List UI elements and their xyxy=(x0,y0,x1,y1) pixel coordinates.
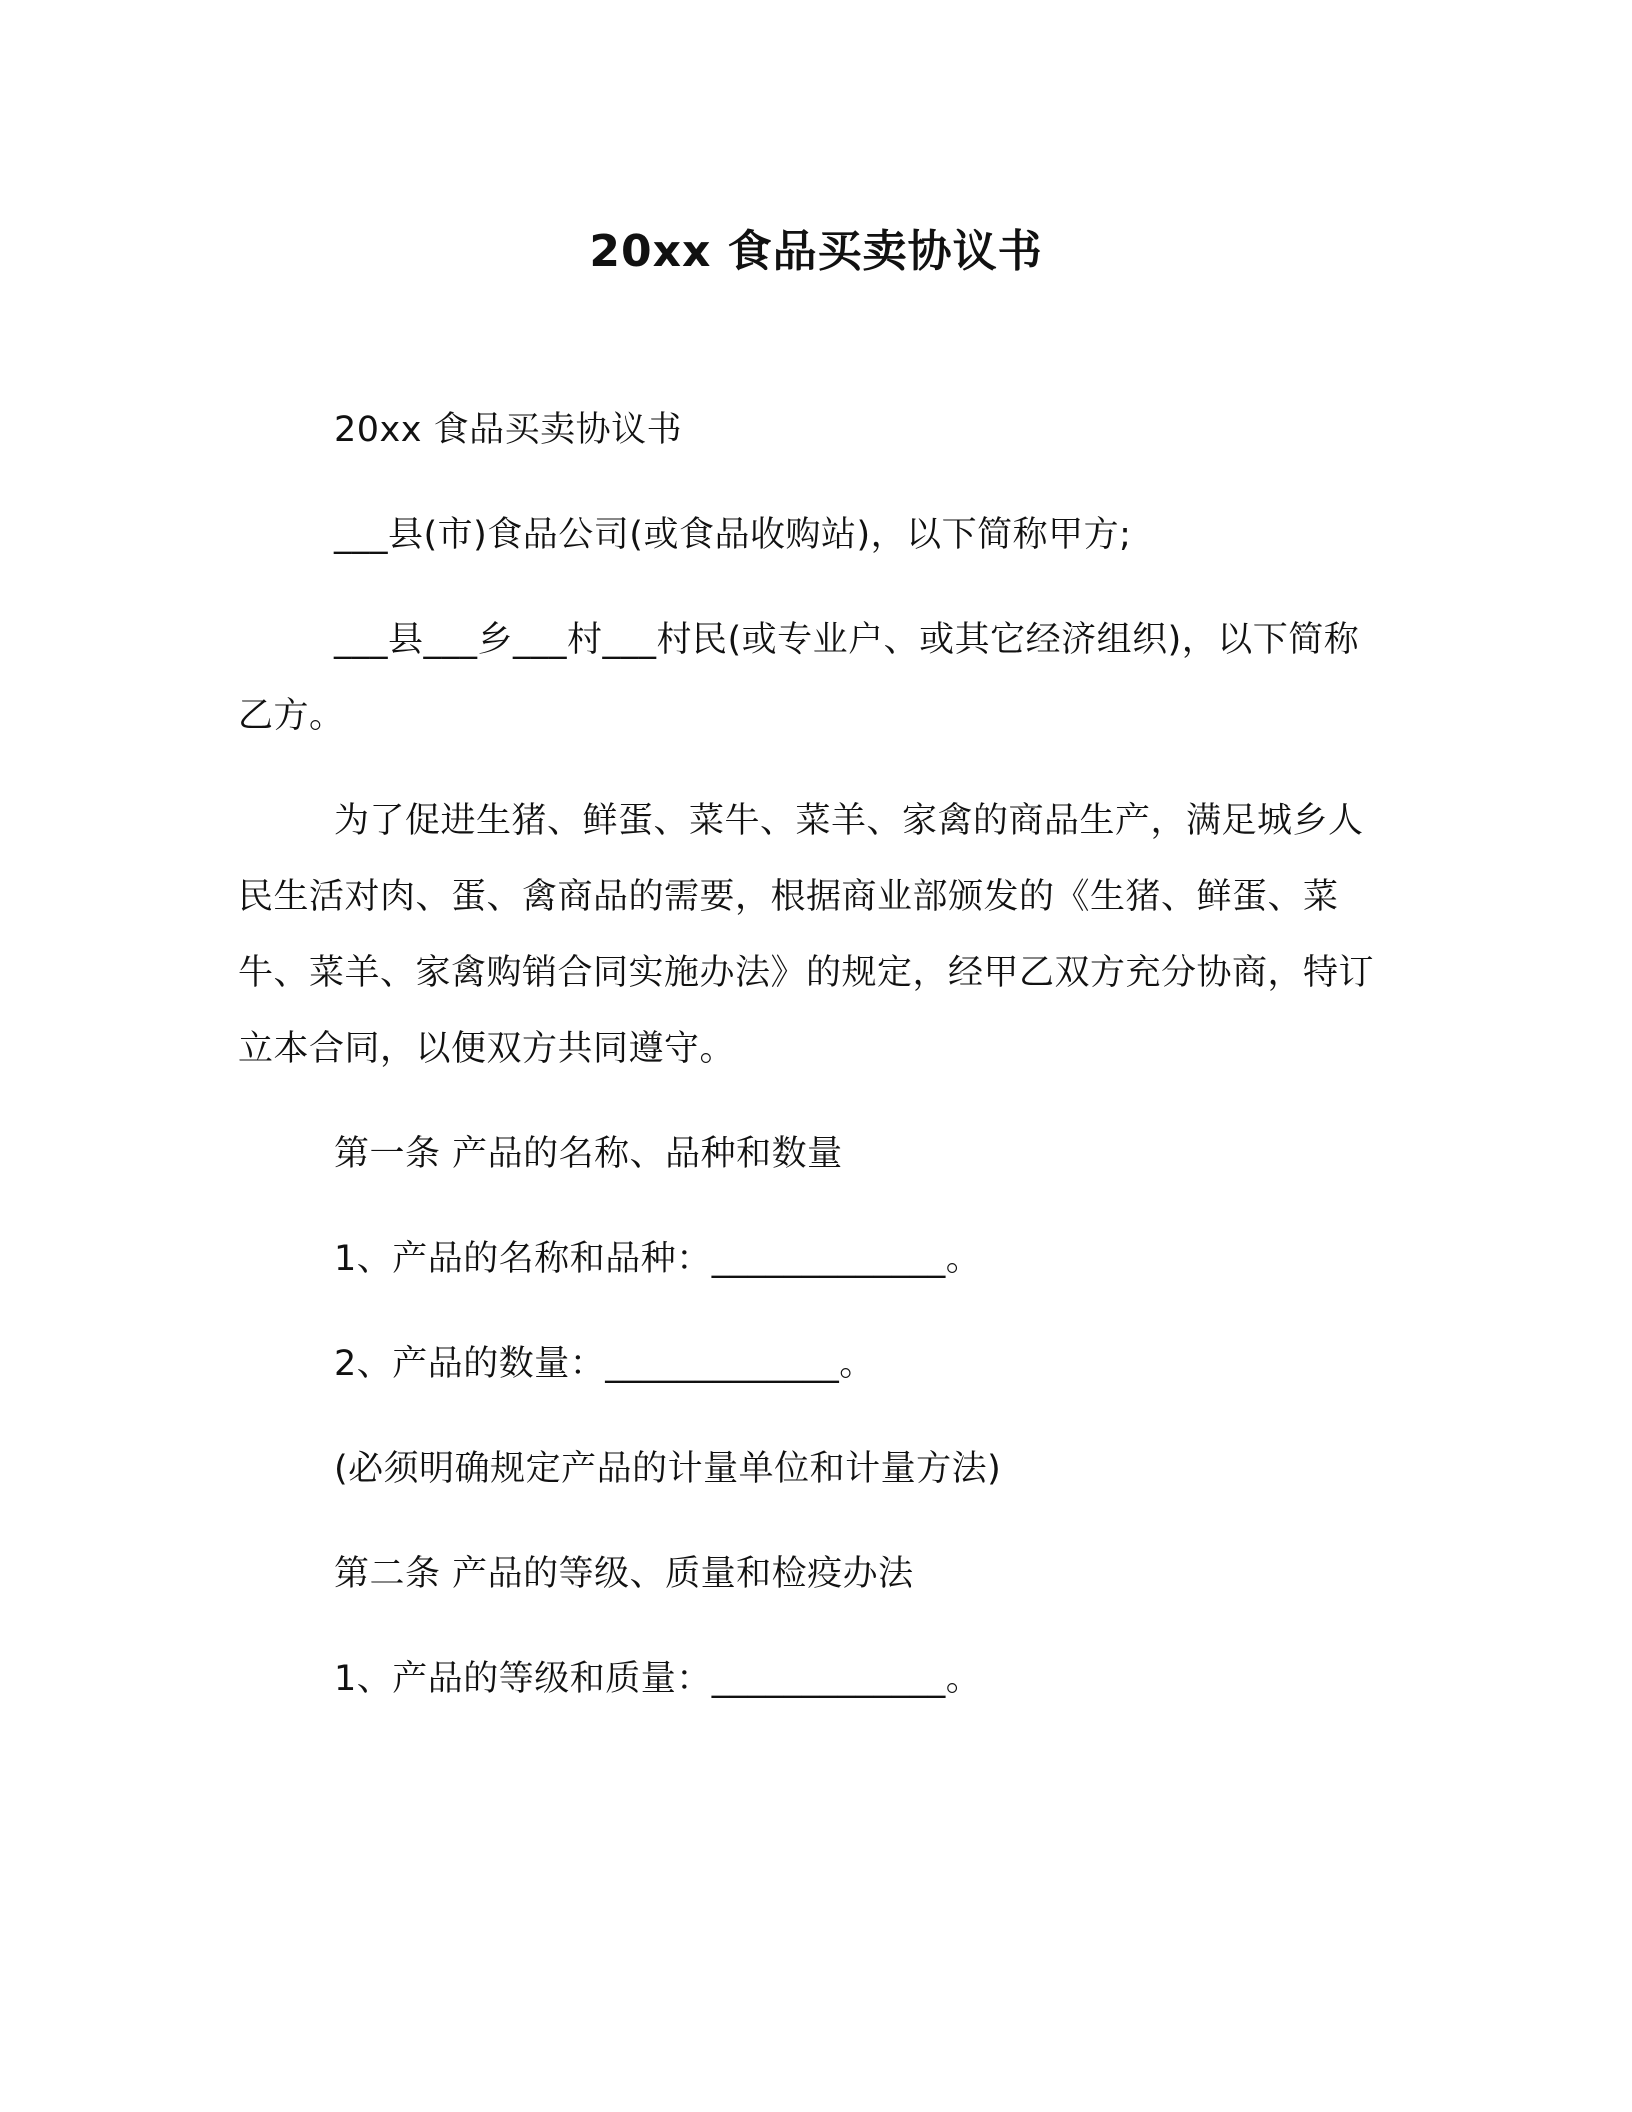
article-2-item-1: 1、产品的等级和质量：_____________。 xyxy=(334,1659,982,1699)
article-1-item-1: 1、产品的名称和品种：_____________。 xyxy=(334,1239,982,1279)
article-1-heading: 第一条 产品的名称、品种和数量 xyxy=(334,1134,843,1174)
article-1-note: (必须明确规定产品的计量单位和计量方法) xyxy=(334,1449,1002,1489)
paragraph-subtitle: 20xx 食品买卖协议书 xyxy=(334,410,683,450)
paragraph-party-b: ___县___乡___村___村民(或专业户、或其它经济组织)，以下简称乙方。 xyxy=(238,620,1360,736)
document-title: 20xx 食品买卖协议书 xyxy=(589,226,1043,277)
document-body xyxy=(238,392,1378,1746)
article-1-item-2: 2、产品的数量：_____________。 xyxy=(334,1344,875,1384)
article-2-heading: 第二条 产品的等级、质量和检疫办法 xyxy=(334,1554,914,1594)
paragraph-party-a: ___县(市)食品公司(或食品收购站)，以下简称甲方; xyxy=(334,515,1132,555)
paragraph-preamble: 为了促进生猪、鲜蛋、菜牛、菜羊、家禽的商品生产，满足城乡人民生活对肉、蛋、禽商品的需要，根据商业部颁发的《生猪、鲜蛋、菜牛、菜羊、家禽购销合同实施办法》的规定，经甲乙双方充分协商，特订立本合同，以便双方共同遵守。 xyxy=(238,801,1375,1069)
